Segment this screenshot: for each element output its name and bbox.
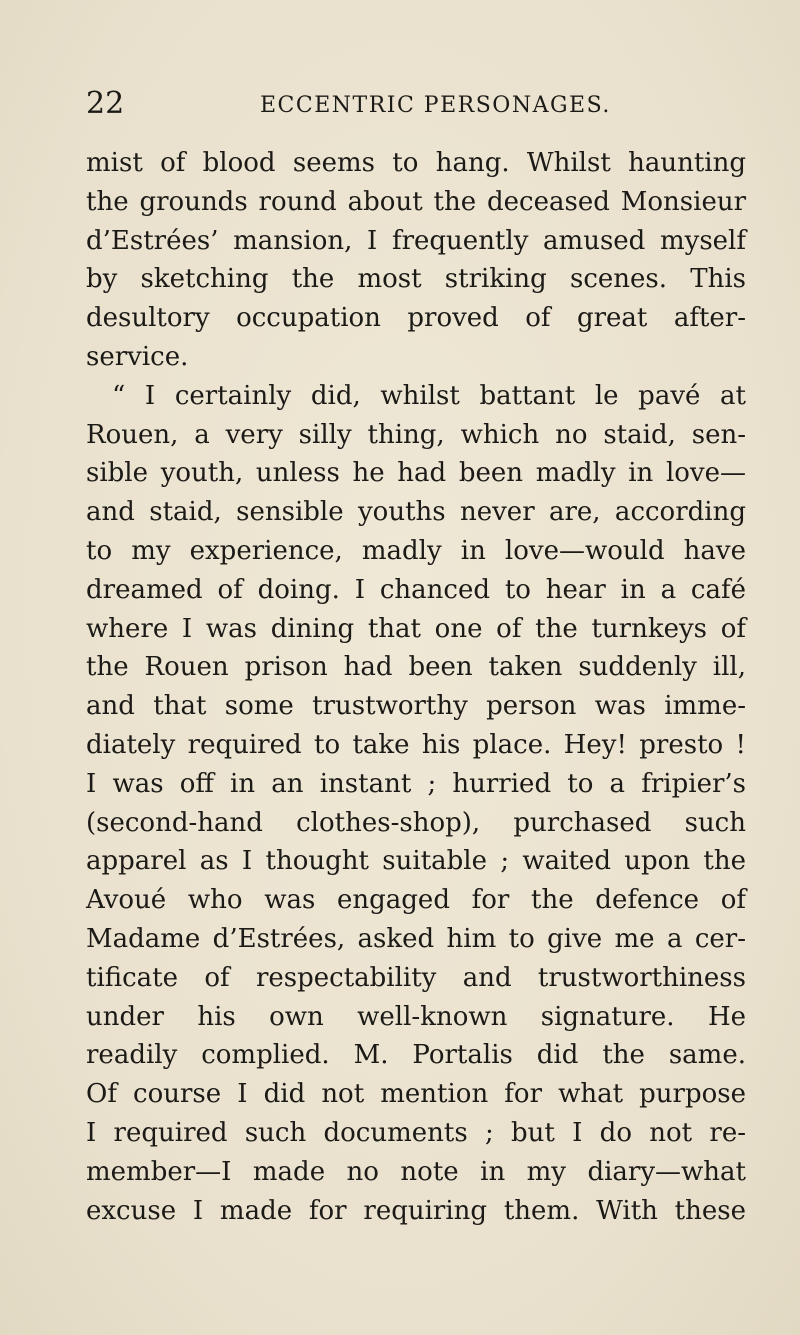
text-line: and staid, sensible youths never are, according	[86, 497, 746, 528]
text-line: Rouen, a very silly thing, which no staid, sen-	[86, 419, 746, 450]
text-line: excuse I made for requiring them. With these	[86, 1195, 746, 1226]
text-line: to my experience, madly in love—would have	[86, 535, 746, 566]
text-line: tificate of respectability and trustworthiness	[86, 962, 746, 993]
text-line: where I was dining that one of the turnkeys of	[86, 613, 746, 644]
text-line: Of course I did not mention for what purpose	[86, 1079, 746, 1110]
text-line: dreamed of doing. I chanced to hear in a café	[86, 574, 746, 605]
text-line: Avoué who was engaged for the defence of	[86, 885, 746, 916]
text-line: apparel as I thought suitable ; waited upon the	[86, 846, 746, 877]
text-line: Madame d’Estrées, asked him to give me a cer-	[86, 923, 746, 954]
text-line: readily complied. M. Portalis did the same.	[86, 1040, 746, 1071]
text-line: the grounds round about the deceased Monsieur	[86, 186, 746, 217]
page-number: 22	[86, 86, 125, 121]
text-line: (second-hand clothes-shop), purchased such	[86, 807, 746, 838]
text-line: the Rouen prison had been taken suddenly ill,	[86, 652, 746, 683]
text-line: sible youth, unless he had been madly in love—	[86, 458, 746, 489]
text-line: under his own well-known signature. He	[86, 1001, 746, 1032]
text-line: d’Estrées’ mansion, I frequently amused myself	[86, 225, 746, 256]
text-line: desultory occupation proved of great after-	[86, 303, 746, 334]
text-line: service.	[86, 341, 189, 372]
text-line: mist of blood seems to hang. Whilst haunting	[86, 148, 746, 178]
text-line: member—I made no note in my diary—what	[86, 1156, 746, 1187]
page-header	[86, 84, 746, 124]
running-head: ECCENTRIC PERSONAGES.	[260, 93, 611, 118]
text-line: I required such documents ; but I do not re-	[86, 1117, 746, 1148]
text-line: and that some trustworthy person was imme-	[86, 691, 746, 722]
text-line: diately required to take his place. Hey! presto !	[86, 729, 746, 760]
text-line: by sketching the most striking scenes. This	[86, 264, 746, 295]
body-text	[86, 144, 746, 1230]
text-line: “ I certainly did, whilst battant le pavé at	[112, 380, 746, 411]
text-line: I was off in an instant ; hurried to a fripier’s	[86, 768, 746, 799]
